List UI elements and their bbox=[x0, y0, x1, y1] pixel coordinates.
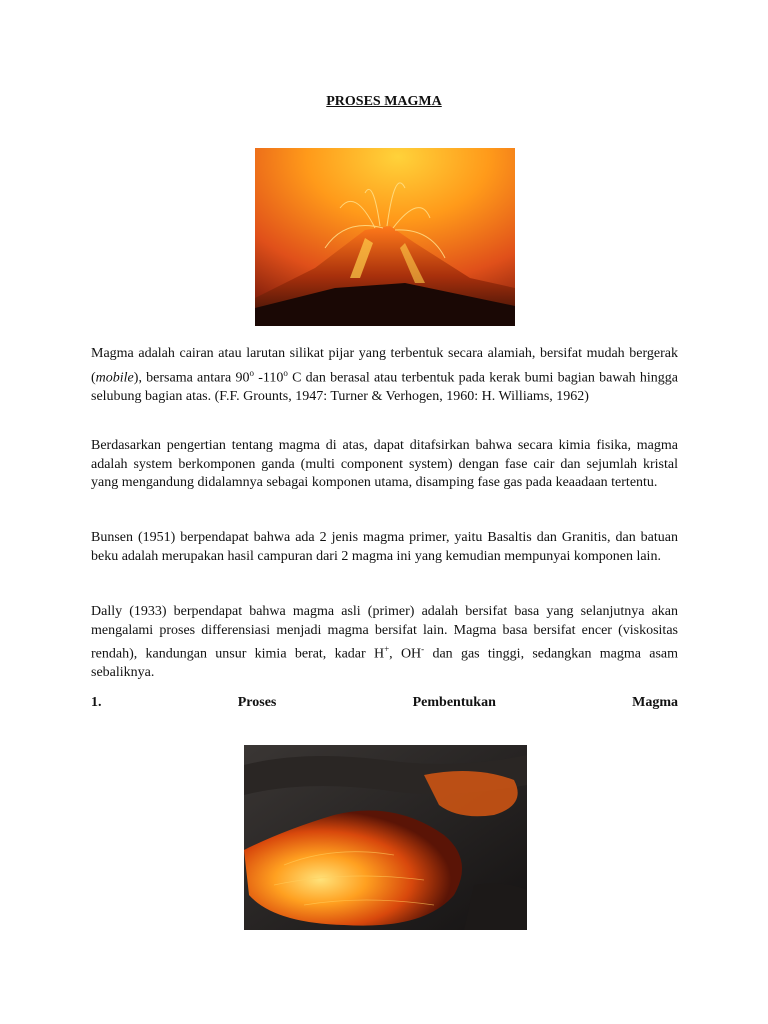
section-word-2: Pembentukan bbox=[412, 695, 496, 710]
paragraph-interpretation: Berdasarkan pengertian tentang magma di atas, dapat ditafsirkan bahwa secara kimia fisika, magma adalah system berkomponen ganda (multi component system) dengan fase cair dan sejumlah kristal yang mengandung didalamnya sebagai komponen utama, disamping fase gas pada keaadaan tertentu. bbox=[91, 438, 678, 490]
page-title: PROSES MAGMA bbox=[326, 94, 442, 109]
section-word-1: Proses bbox=[237, 695, 277, 710]
volcano-image bbox=[255, 148, 515, 326]
section-word-3: Magma bbox=[632, 695, 678, 710]
paragraph-dally: Dally (1933) berpendapat bahwa magma asli (primer) adalah bersifat basa yang selanjutnya akan mengalami proses differensiasi menjadi magma bersifat lain. Magma basa bersifat encer (viskositas rendah), kandungan unsur kimia berat, kadar H+, OH- dan gas tinggi, sedangkan magma asam sebaliknya. bbox=[91, 604, 678, 681]
section-heading bbox=[91, 695, 678, 711]
section-number: 1. bbox=[91, 695, 102, 710]
paragraph-definition: Magma adalah cairan atau larutan silikat pijar yang terbentuk secara alamiah, bersifat mudah bergerak (mobile), bersama antara 90$^o$ -110$^o$ C dan berasal atau terbentuk pada kerak bumi bagian bawah hingga selubung bagian atas. (F.F. Grounts, 1947: Turner & Verhogen, 1960: H. Williams, 1962) bbox=[91, 346, 678, 404]
lava-image bbox=[244, 745, 527, 930]
paragraph-bunsen: Bunsen (1951) berpendapat bahwa ada 2 jenis magma primer, yaitu Basaltis dan Granitis, dan batuan beku adalah merupakan hasil campuran dari 2 magma ini yang kemudian mempunyai komponen lain. bbox=[91, 530, 678, 564]
